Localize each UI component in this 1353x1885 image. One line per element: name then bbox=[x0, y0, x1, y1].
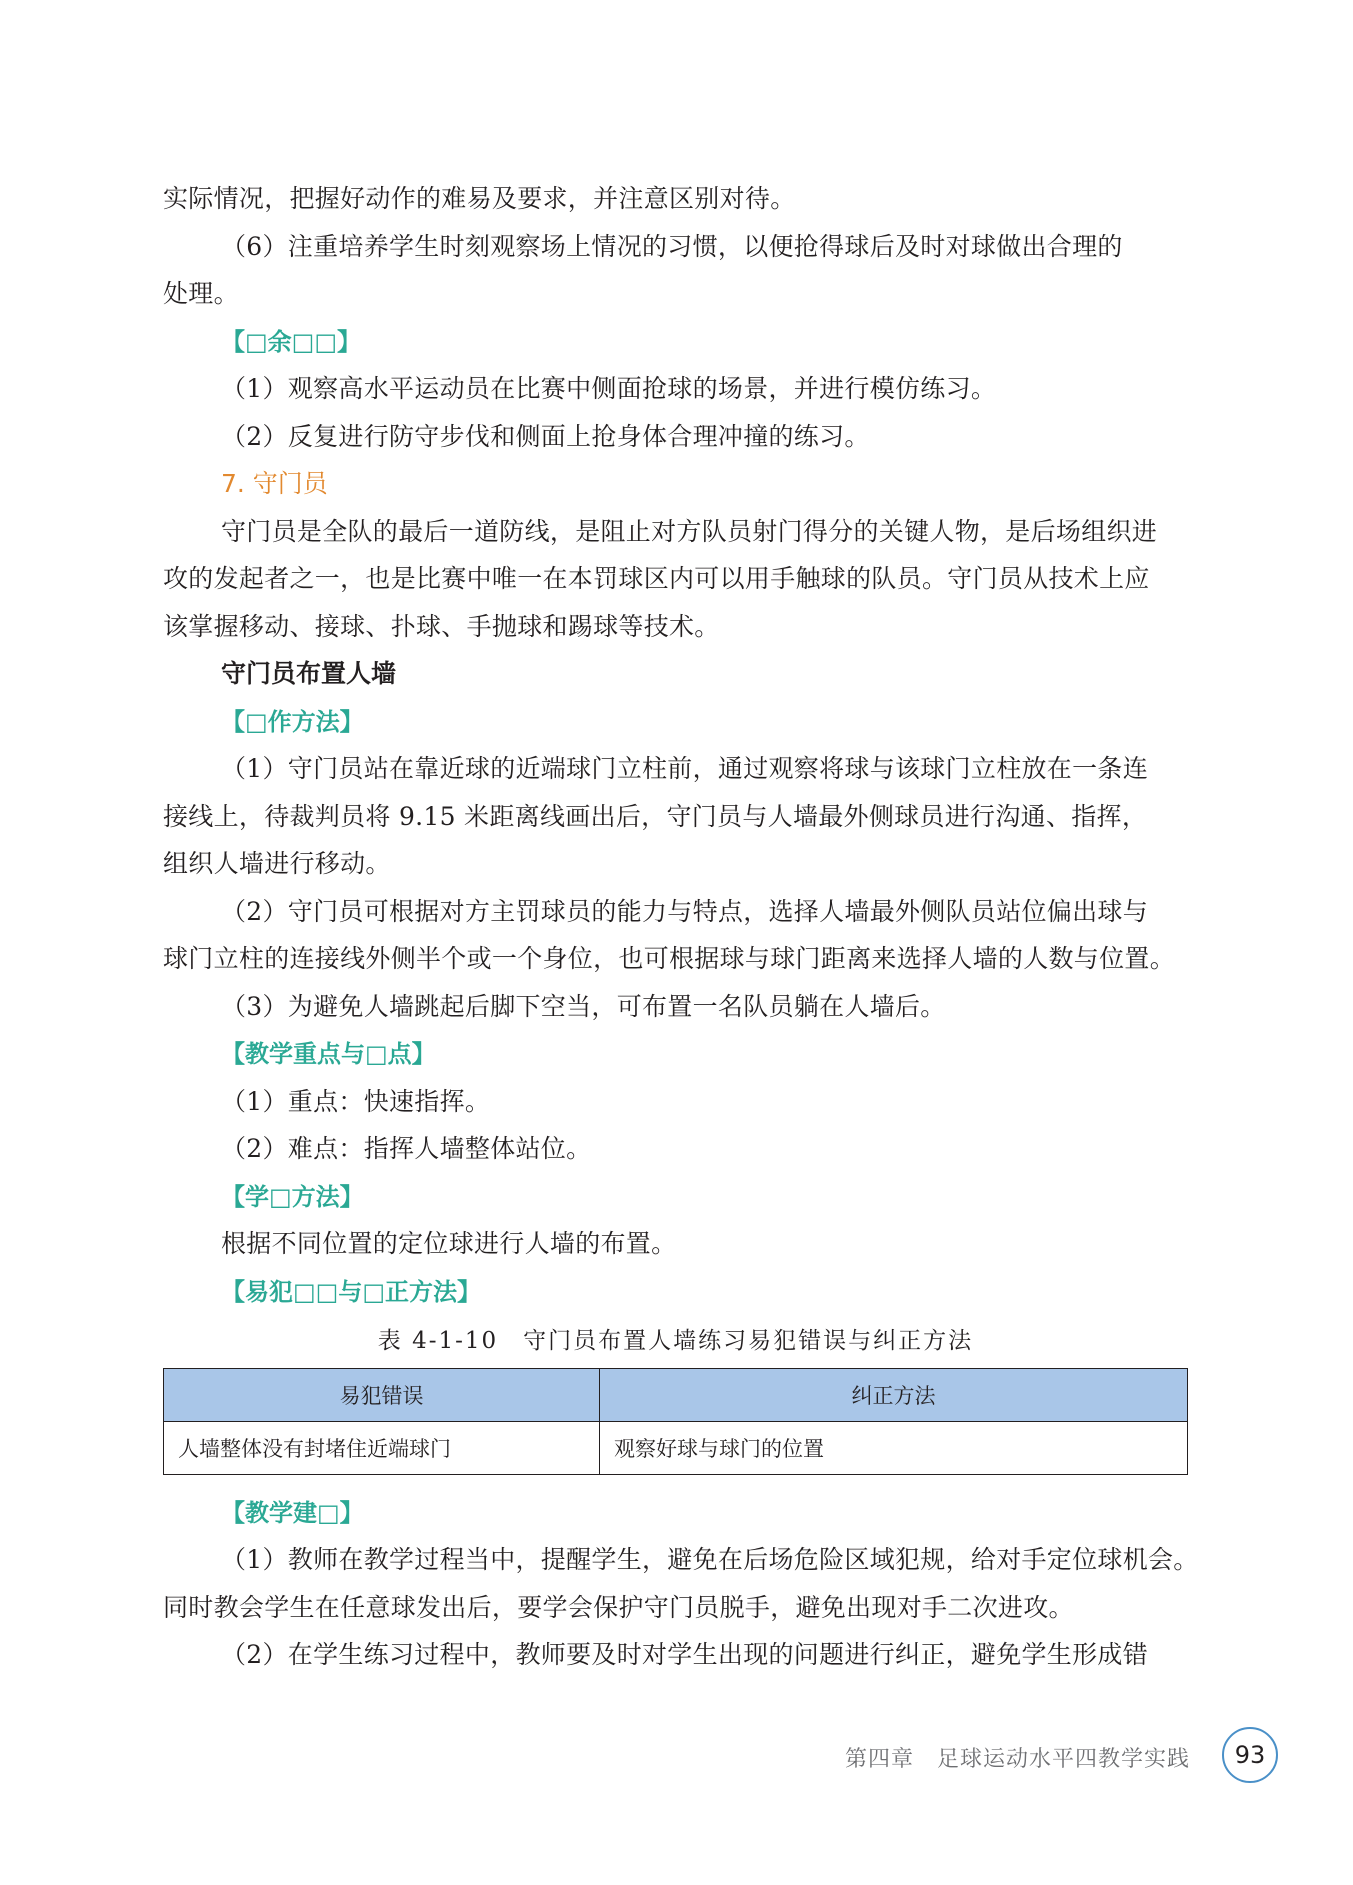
paragraph-line: （2）守门员可根据对方主罚球员的能力与特点，选择人墙最外侧队员站位偏出球与 bbox=[221, 897, 1149, 926]
table-header-row bbox=[164, 1369, 1188, 1422]
heading-common-errors: 【易犯□□与□正方法】 bbox=[221, 1278, 482, 1306]
chapter-footer: 第四章 足球运动水平四教学实践 bbox=[845, 1747, 1191, 1772]
table-header-cell: 纠正方法 bbox=[600, 1369, 1188, 1422]
section-title-goalkeeper: 7. 守门员 bbox=[221, 469, 328, 498]
table-cell: 人墙整体没有封堵住近端球门 bbox=[164, 1422, 600, 1475]
paragraph-line: 根据不同位置的定位球进行人墙的布置。 bbox=[221, 1229, 677, 1258]
paragraph-line: （2）反复进行防守步伐和侧面上抢身体合理冲撞的练习。 bbox=[221, 422, 870, 451]
paragraph-line: （2）在学生练习过程中，教师要及时对学生出现的问题进行纠正，避免学生形成错 bbox=[221, 1640, 1149, 1669]
heading-key-points: 【教学重点与□点】 bbox=[221, 1040, 436, 1068]
table-caption: 表 4-1-10 守门员布置人墙练习易犯错误与纠正方法 bbox=[377, 1328, 974, 1354]
paragraph-line: 守门员是全队的最后一道防线，是阻止对方队员射门得分的关键人物，是后场组织进 bbox=[221, 517, 1158, 546]
subheading-wall: 守门员布置人墙 bbox=[221, 659, 397, 688]
paragraph-line: 攻的发起者之一，也是比赛中唯一在本罚球区内可以用手触球的队员。守门员从技术上应 bbox=[163, 564, 1150, 593]
table-row bbox=[164, 1422, 1188, 1475]
errors-table bbox=[163, 1368, 1188, 1475]
paragraph-line: 组织人墙进行移动。 bbox=[163, 849, 391, 878]
paragraph-line: 球门立柱的连接线外侧半个或一个身位，也可根据球与球门距离来选择人墙的人数与位置。 bbox=[163, 944, 1176, 973]
table-header-cell: 易犯错误 bbox=[164, 1369, 600, 1422]
paragraph-line: （1）教师在教学过程当中，提醒学生，避免在后场危险区域犯规，给对手定位球机会。 bbox=[221, 1545, 1199, 1574]
paragraph-line: 接线上，待裁判员将 9.15 米距离线画出后，守门员与人墙最外侧球员进行沟通、指挥， bbox=[163, 802, 1148, 831]
paragraph-line: （1）重点：快速指挥。 bbox=[221, 1087, 491, 1116]
heading-method: 【□作方法】 bbox=[221, 708, 364, 736]
paragraph-line: 实际情况，把握好动作的难易及要求，并注意区别对待。 bbox=[163, 184, 796, 213]
paragraph-line: （1）观察高水平运动员在比赛中侧面抢球的场景，并进行模仿练习。 bbox=[221, 374, 997, 403]
paragraph-line: （1）守门员站在靠近球的近端球门立柱前，通过观察将球与该球门立柱放在一条连 bbox=[221, 754, 1149, 783]
paragraph-line: 同时教会学生在任意球发出后，要学会保护守门员脱手，避免出现对手二次进攻。 bbox=[163, 1593, 1074, 1622]
heading-learning-method: 【学□方法】 bbox=[221, 1183, 364, 1211]
page-number: 93 bbox=[1222, 1727, 1278, 1783]
paragraph-line: （2）难点：指挥人墙整体站位。 bbox=[221, 1134, 592, 1163]
heading-extra-practice: 【□余□□】 bbox=[221, 328, 362, 356]
paragraph-line: （6）注重培养学生时刻观察场上情况的习惯，以便抢得球后及时对球做出合理的 bbox=[221, 232, 1123, 261]
table-cell: 观察好球与球门的位置 bbox=[600, 1422, 1188, 1475]
heading-teaching-advice: 【教学建□】 bbox=[221, 1499, 364, 1527]
paragraph-line: （3）为避免人墙跳起后脚下空当，可布置一名队员躺在人墙后。 bbox=[221, 992, 946, 1021]
paragraph-line: 处理。 bbox=[163, 279, 239, 308]
paragraph-line: 该掌握移动、接球、扑球、手抛球和踢球等技术。 bbox=[163, 612, 720, 641]
